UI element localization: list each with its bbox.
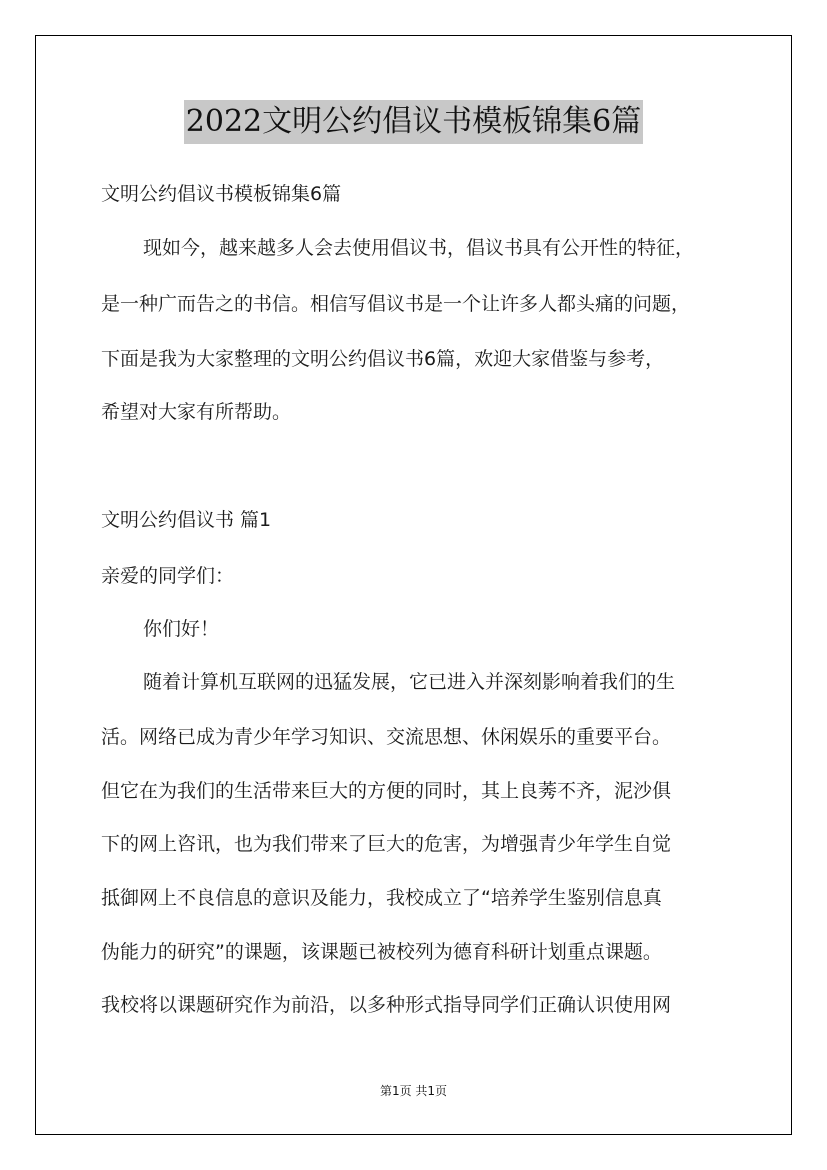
section-heading: 文明公约倡议书 篇1 [101, 509, 272, 531]
body-line-2: 活。网络已成为青少年学习知识、交流思想、休闲娱乐的重要平台。 [101, 726, 672, 748]
body-line-4: 下的网上咨讯，也为我们带来了巨大的危害，为增强青少年学生自觉 [101, 833, 672, 855]
body-line-6: 伪能力的研究”的课题，该课题已被校列为德育科研计划重点课题。 [101, 941, 662, 963]
body-line-3: 但它在为我们的生活带来巨大的方便的同时，其上良莠不齐，泥沙俱 [101, 780, 672, 802]
salutation: 亲爱的同学们： [101, 565, 235, 587]
title-container [0, 100, 827, 144]
intro-line-4: 希望对大家有所帮助。 [101, 401, 292, 423]
greeting: 你们好！ [143, 618, 220, 640]
body-line-7: 我校将以课题研究作为前沿，以多种形式指导同学们正确认识使用网 [101, 994, 672, 1016]
document-title: 2022文明公约倡议书模板锦集6篇 [184, 100, 643, 144]
page-number: 第1页 共1页 [379, 1084, 448, 1098]
intro-line-1: 现如今，越来越多人会去使用倡议书，倡议书具有公开性的特征， [143, 237, 695, 259]
body-line-5: 抵御网上不良信息的意识及能力，我校成立了“培养学生鉴别信息真 [101, 887, 662, 909]
document-subtitle: 文明公约倡议书模板锦集6篇 [101, 183, 342, 205]
intro-line-3: 下面是我为大家整理的文明公约倡议书6篇，欢迎大家借鉴与参考， [101, 348, 665, 370]
body-line-1: 随着计算机互联网的迅猛发展，它已进入并深刻影响着我们的生 [143, 671, 676, 693]
intro-line-2: 是一种广而告之的书信。相信写倡议书是一个让许多人都头痛的问题， [101, 293, 691, 315]
